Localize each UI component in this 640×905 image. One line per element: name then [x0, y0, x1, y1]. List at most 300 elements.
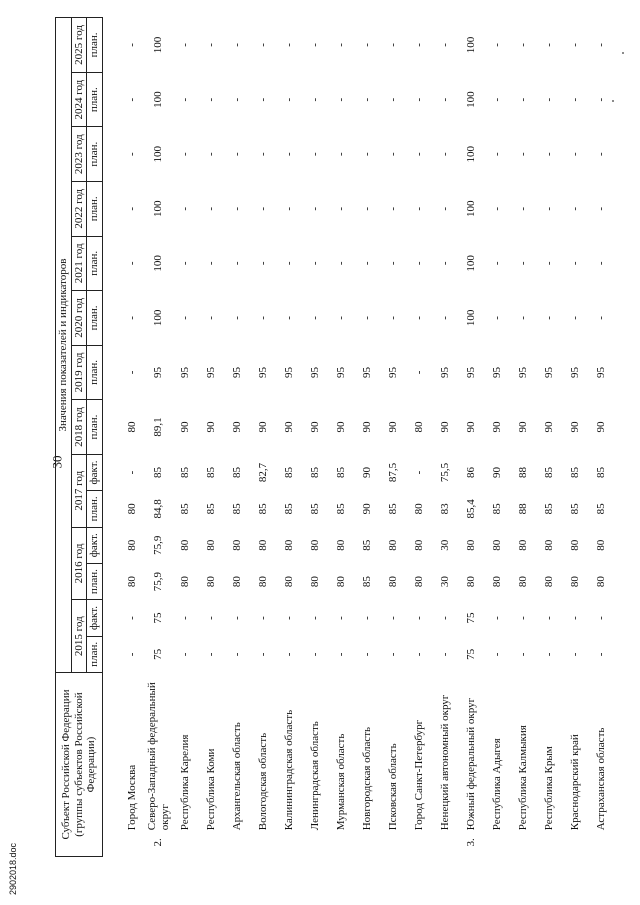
value-cell: - [412, 316, 425, 320]
value-cell: - [412, 370, 425, 375]
value-cell: - [386, 206, 399, 211]
subject-name: Ленинградская область [308, 721, 321, 831]
value-cell: - [594, 152, 607, 157]
value-cell: - [516, 97, 529, 102]
page-number-text: 30 [49, 455, 64, 469]
value-cell: 80 [412, 503, 425, 515]
value-cell: 80 [282, 539, 295, 551]
plan-subheader: план. [87, 72, 103, 127]
value-cell: - [568, 652, 581, 657]
value-cell: - [125, 97, 138, 102]
value-cell: - [568, 316, 581, 320]
value-cell: 85 [256, 503, 269, 515]
value-cell: - [412, 152, 425, 157]
value-cell: - [308, 97, 321, 102]
value-cell: 84,8 [152, 499, 165, 519]
value-cell: 95 [256, 366, 269, 378]
value-cell: - [516, 316, 529, 320]
value-cell: 30 [438, 576, 451, 588]
row-number [484, 834, 510, 856]
value-cell: 90 [490, 466, 503, 478]
table-row [484, 18, 510, 857]
value-cell: - [360, 43, 373, 47]
value-cell: 90 [256, 421, 269, 433]
spacer-cell [102, 18, 119, 857]
value-cell: - [490, 652, 503, 657]
subject-name: Калининградская область [282, 709, 295, 831]
value-cell: 95 [204, 366, 217, 378]
value-cell: 80 [178, 576, 191, 588]
value-cell: - [594, 652, 607, 657]
document-code-text: 2902018.doc [8, 842, 18, 895]
value-cell: - [282, 206, 295, 211]
value-cell: - [516, 261, 529, 266]
value-cell: 95 [282, 366, 295, 378]
value-cell: - [204, 206, 217, 211]
subject-name: Архангельская область [230, 722, 243, 831]
value-cell: - [178, 152, 191, 157]
table-header [56, 18, 103, 857]
table-row [562, 18, 588, 857]
value-cell: - [490, 43, 503, 47]
year-header: 2022 год [71, 181, 87, 236]
value-cell: - [568, 616, 581, 620]
year-header: 2024 год [71, 72, 87, 127]
value-cell: 75,9 [152, 571, 165, 592]
fact-subheader: факт. [87, 527, 103, 563]
subject-name: Новгородская область [360, 726, 373, 831]
value-cell: - [412, 470, 425, 475]
value-cell: - [230, 206, 243, 211]
subject-name: Южный федеральный округ [464, 697, 477, 831]
value-cell: 80 [542, 539, 555, 551]
value-cell: - [568, 152, 581, 157]
value-cell: - [542, 652, 555, 657]
value-cell: - [412, 206, 425, 211]
table-row [224, 18, 250, 857]
value-cell: - [412, 616, 425, 620]
year-header: 2015 год [71, 600, 87, 673]
value-cell: 86 [464, 466, 477, 478]
row-number [562, 834, 588, 856]
value-cell: 80 [386, 576, 399, 588]
value-cell: 80 [282, 576, 295, 588]
value-cell: - [334, 316, 347, 320]
value-cell: 90 [594, 421, 607, 433]
value-cell: 75,5 [438, 462, 451, 483]
value-cell: - [438, 152, 451, 157]
value-cell: - [308, 206, 321, 211]
value-cell: - [256, 652, 269, 657]
value-cell: - [230, 97, 243, 102]
value-cell: 95 [438, 366, 451, 378]
value-cell: - [308, 652, 321, 657]
year-header: 2017 год [71, 454, 87, 527]
value-cell: - [282, 43, 295, 47]
table-row [354, 18, 380, 857]
row-number [250, 834, 276, 856]
value-cell: 85 [568, 503, 581, 515]
value-cell: - [178, 97, 191, 102]
value-cell: - [256, 206, 269, 211]
value-cell: - [360, 261, 373, 266]
table-row [119, 18, 145, 857]
value-cell: - [594, 206, 607, 211]
row-number [432, 834, 458, 856]
plan-subheader: план. [87, 400, 103, 455]
subject-name: Вологодская область [256, 732, 269, 831]
value-cell: - [256, 43, 269, 47]
value-cell: - [386, 152, 399, 157]
value-cell: - [386, 43, 399, 47]
value-cell: 90 [386, 421, 399, 433]
fact-subheader: факт. [87, 600, 103, 636]
value-cell: - [542, 152, 555, 157]
value-cell: 100 [464, 145, 477, 163]
value-cell: - [334, 152, 347, 157]
value-cell: - [178, 43, 191, 47]
value-cell: - [308, 261, 321, 266]
value-cell: - [438, 97, 451, 102]
value-cell: - [230, 616, 243, 620]
value-cell: - [204, 616, 217, 620]
fact-subheader: факт. [87, 454, 103, 490]
value-cell: 80 [256, 576, 269, 588]
value-cell: - [334, 43, 347, 47]
value-cell: 85 [386, 503, 399, 515]
value-cell: 100 [152, 200, 165, 218]
table-row [536, 18, 562, 857]
value-cell: 85,4 [464, 499, 477, 519]
value-cell: - [360, 316, 373, 320]
value-cell: - [125, 316, 138, 320]
spacer-row [102, 18, 119, 857]
value-cell: 85 [568, 466, 581, 478]
row-number: 2. [152, 838, 165, 847]
table-row [145, 18, 172, 857]
value-cell: 95 [178, 366, 191, 378]
value-cell: - [594, 261, 607, 266]
value-cell: - [386, 616, 399, 620]
value-cell: 100 [464, 36, 477, 54]
value-cell: 95 [464, 366, 477, 378]
year-header: 2021 год [71, 236, 87, 291]
value-cell: 100 [464, 309, 477, 327]
value-cell: 83 [438, 503, 451, 515]
value-cell: 80 [542, 576, 555, 588]
value-cell: 85 [230, 503, 243, 515]
value-cell: 85 [178, 503, 191, 515]
subject-name: Астраханская область [594, 727, 607, 831]
value-cell: - [516, 43, 529, 47]
row-number [354, 834, 380, 856]
value-cell: 80 [594, 539, 607, 551]
value-cell: - [334, 652, 347, 657]
value-cell: - [412, 43, 425, 47]
value-cell: - [125, 470, 138, 475]
subject-name: Ненецкий автономный округ [438, 694, 451, 831]
value-cell: - [204, 316, 217, 320]
year-header: 2019 год [71, 345, 87, 400]
value-cell: 95 [568, 366, 581, 378]
value-cell: 88 [516, 466, 529, 478]
value-cell: 95 [386, 366, 399, 378]
value-cell: 85 [542, 503, 555, 515]
value-cell: 95 [230, 366, 243, 378]
value-cell: 100 [464, 255, 477, 272]
values-group-header: Значения показателей и индикаторов [56, 18, 72, 673]
value-cell: - [230, 261, 243, 266]
value-cell: 80 [125, 576, 138, 588]
value-cell: 100 [152, 309, 165, 327]
value-cell: 90 [308, 421, 321, 433]
value-cell: 100 [152, 255, 165, 272]
value-cell: 95 [490, 366, 503, 378]
value-cell: 80 [412, 421, 425, 433]
value-cell: 95 [516, 366, 529, 378]
value-cell: 30 [438, 539, 451, 551]
value-cell: 80 [204, 576, 217, 588]
table-row [432, 18, 458, 857]
indicator-table [55, 17, 614, 857]
value-cell: 80 [230, 539, 243, 551]
value-cell: 80 [412, 576, 425, 588]
value-cell: 75,9 [152, 535, 165, 555]
value-cell: 90 [178, 421, 191, 433]
value-cell: 80 [204, 539, 217, 551]
value-cell: - [438, 616, 451, 620]
plan-subheader: план. [87, 181, 103, 236]
value-cell: - [125, 261, 138, 266]
value-cell: 80 [464, 539, 477, 551]
row-number [119, 834, 145, 856]
row-number: 3. [464, 838, 477, 847]
value-cell: - [334, 97, 347, 102]
value-cell: 80 [125, 503, 138, 515]
value-cell: 95 [542, 366, 555, 378]
row-number [224, 834, 250, 856]
value-cell: - [308, 152, 321, 157]
value-cell: - [568, 97, 581, 102]
table-container [55, 17, 635, 857]
value-cell: 80 [230, 576, 243, 588]
plan-subheader: план. [87, 563, 103, 599]
value-cell: - [490, 152, 503, 157]
value-cell: 95 [594, 366, 607, 378]
row-number [380, 834, 406, 856]
value-cell: - [282, 616, 295, 620]
row-number [198, 834, 224, 856]
plan-subheader: план. [87, 291, 103, 346]
row-number [406, 834, 432, 856]
value-cell: - [542, 43, 555, 47]
value-cell: 80 [568, 539, 581, 551]
year-header: 2020 год [71, 291, 87, 346]
value-cell: - [282, 152, 295, 157]
value-cell: - [125, 652, 138, 657]
value-cell: - [204, 97, 217, 102]
value-cell: - [542, 316, 555, 320]
value-cell: - [282, 261, 295, 266]
value-cell: 80 [490, 576, 503, 588]
scan-speck [622, 52, 624, 54]
value-cell: - [230, 152, 243, 157]
value-cell: 85 [594, 503, 607, 515]
table-row [588, 18, 614, 857]
value-cell: 85 [334, 503, 347, 515]
value-cell: - [360, 97, 373, 102]
value-cell: - [490, 97, 503, 102]
value-cell: 90 [568, 421, 581, 433]
value-cell: 85 [152, 466, 165, 478]
value-cell: 80 [178, 539, 191, 551]
value-cell: 90 [516, 421, 529, 433]
subject-name: Республика Карелия [178, 734, 191, 831]
value-cell: 87,5 [386, 462, 399, 483]
scan-speck [612, 100, 614, 102]
subject-name: Мурманская область [334, 733, 347, 831]
value-cell: 90 [438, 421, 451, 433]
value-cell: - [438, 652, 451, 657]
year-header: 2025 год [71, 18, 87, 73]
value-cell: - [308, 616, 321, 620]
value-cell: 100 [152, 145, 165, 163]
value-cell: 90 [334, 421, 347, 433]
subject-name: Северо-Западный федеральный округ [145, 682, 171, 831]
subject-name: Краснодарский край [568, 734, 581, 831]
table-row [276, 18, 302, 857]
value-cell: 80 [464, 576, 477, 588]
value-cell: - [542, 97, 555, 102]
subject-name: Республика Адыгея [490, 738, 503, 831]
value-cell: - [594, 43, 607, 47]
table-row [172, 18, 198, 857]
value-cell: - [490, 616, 503, 620]
value-cell: 90 [204, 421, 217, 433]
value-cell: 100 [464, 91, 477, 108]
plan-subheader: план. [87, 18, 103, 73]
subject-name: Город Москва [125, 764, 138, 831]
value-cell: 80 [412, 539, 425, 551]
row-number [588, 834, 614, 856]
value-cell: 85 [360, 576, 373, 588]
value-cell: - [125, 370, 138, 375]
value-cell: - [334, 206, 347, 211]
value-cell: - [412, 652, 425, 657]
value-cell: - [178, 261, 191, 266]
value-cell: - [438, 206, 451, 211]
value-cell: 85 [204, 466, 217, 478]
value-cell: - [125, 206, 138, 211]
value-cell: 80 [516, 576, 529, 588]
value-cell: - [360, 206, 373, 211]
table-row [510, 18, 536, 857]
value-cell: - [516, 616, 529, 620]
value-cell: 85 [490, 503, 503, 515]
value-cell: - [412, 261, 425, 266]
value-cell: - [386, 316, 399, 320]
value-cell: - [178, 206, 191, 211]
value-cell: 90 [282, 421, 295, 433]
value-cell: 90 [542, 421, 555, 433]
plan-subheader: план. [87, 127, 103, 182]
value-cell: 80 [334, 576, 347, 588]
value-cell: 100 [152, 36, 165, 54]
value-cell: 80 [490, 539, 503, 551]
value-cell: - [412, 97, 425, 102]
plan-subheader: план. [87, 236, 103, 291]
value-cell: - [230, 316, 243, 320]
value-cell: - [125, 43, 138, 47]
value-cell: 80 [308, 576, 321, 588]
value-cell: - [490, 206, 503, 211]
table-row [328, 18, 354, 857]
value-cell: - [568, 261, 581, 266]
document-code [8, 842, 48, 905]
value-cell: - [256, 316, 269, 320]
value-cell: - [516, 652, 529, 657]
value-cell: 80 [594, 576, 607, 588]
value-cell: - [282, 316, 295, 320]
value-cell: 90 [464, 421, 477, 433]
value-cell: - [542, 206, 555, 211]
value-cell: 85 [360, 539, 373, 551]
value-cell: 85 [594, 466, 607, 478]
value-cell: - [125, 616, 138, 620]
value-cell: 100 [464, 200, 477, 218]
value-cell: - [568, 43, 581, 47]
value-cell: 80 [308, 539, 321, 551]
row-number [302, 834, 328, 856]
value-cell: - [360, 652, 373, 657]
table-row [302, 18, 328, 857]
value-cell: 95 [308, 366, 321, 378]
value-cell: - [386, 97, 399, 102]
value-cell: 75 [464, 612, 477, 624]
table-row [198, 18, 224, 857]
value-cell: 85 [230, 466, 243, 478]
value-cell: - [594, 616, 607, 620]
subject-name: Город Санкт-Петербург [412, 719, 425, 831]
rotated-table-frame [55, 17, 635, 857]
value-cell: - [386, 652, 399, 657]
value-cell: 80 [125, 539, 138, 551]
value-cell: 80 [334, 539, 347, 551]
value-cell: - [568, 206, 581, 211]
value-cell: 75 [152, 648, 165, 660]
year-header: 2018 год [71, 400, 87, 455]
value-cell: 82,7 [256, 462, 269, 483]
value-cell: 85 [308, 466, 321, 478]
value-cell: - [334, 616, 347, 620]
value-cell: 80 [386, 539, 399, 551]
value-cell: - [178, 652, 191, 657]
value-cell: - [256, 97, 269, 102]
value-cell: - [542, 261, 555, 266]
value-cell: 75 [464, 648, 477, 660]
value-cell: - [360, 616, 373, 620]
value-cell: 90 [360, 466, 373, 478]
value-cell: 85 [282, 503, 295, 515]
subject-name: Псковская область [386, 743, 399, 831]
subject-column-header: Субъект Российской Федерации (группы субъектов Российской Федерации) [56, 673, 103, 857]
subject-name: Республика Калмыкия [516, 725, 529, 831]
value-cell: 85 [282, 466, 295, 478]
value-cell: - [516, 152, 529, 157]
table-row [380, 18, 406, 857]
value-cell: 95 [152, 366, 165, 378]
value-cell: - [256, 261, 269, 266]
